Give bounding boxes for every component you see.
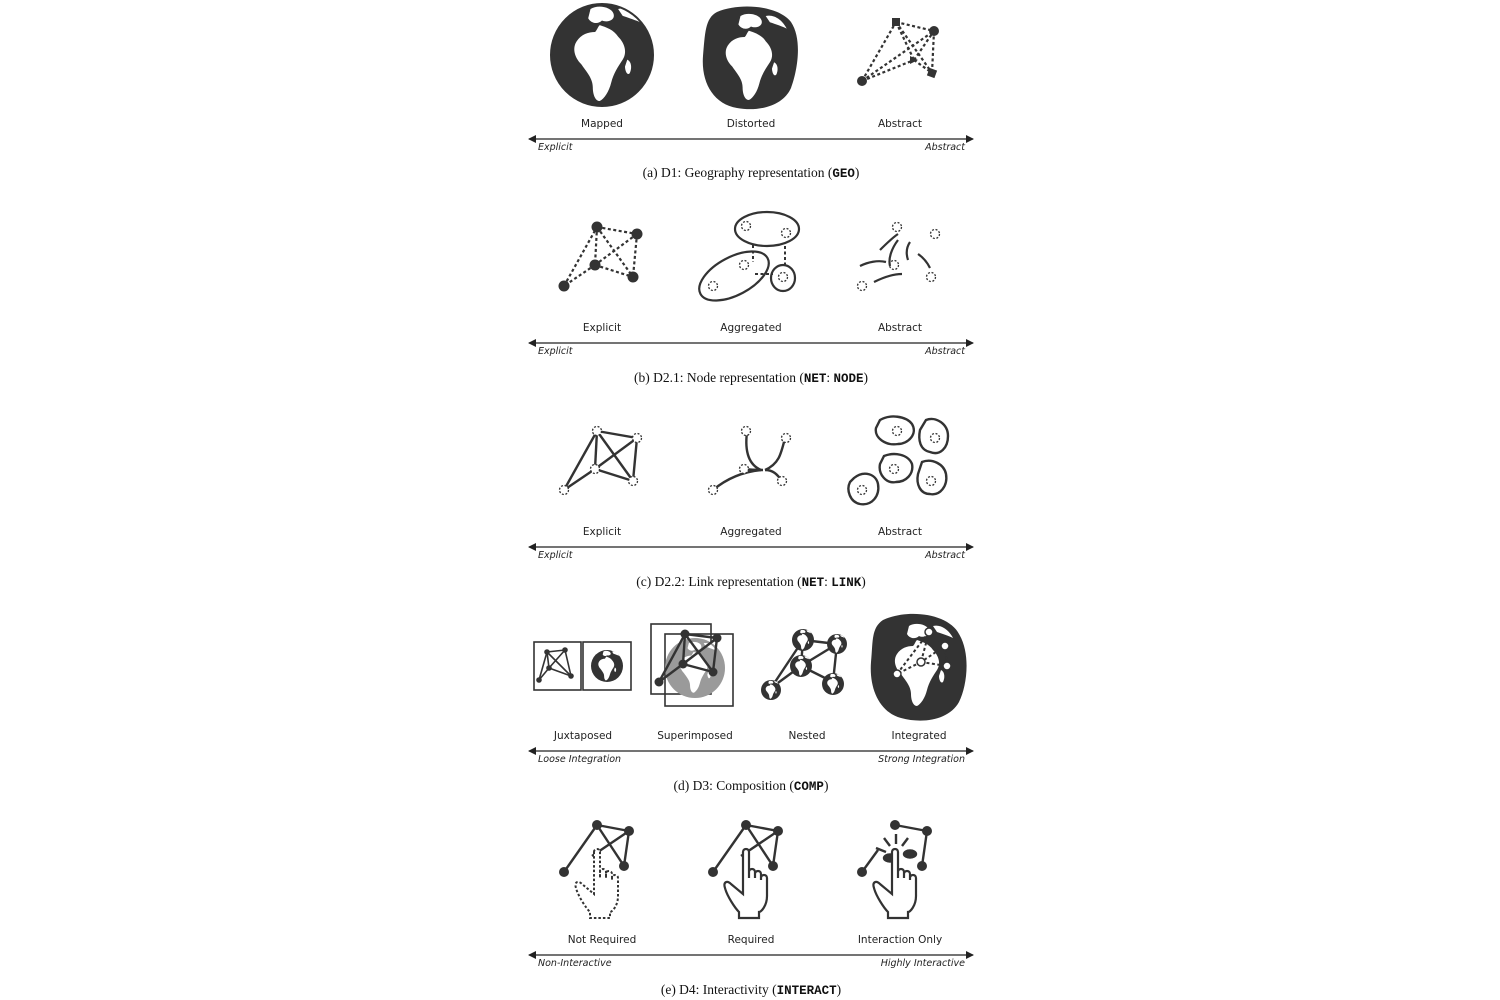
- aggregated-node-network-icon: [692, 212, 799, 311]
- distorted-globe-icon: [703, 7, 798, 110]
- comp-icons: [525, 612, 977, 730]
- required-interaction-icon: [708, 820, 783, 918]
- node-axis-left-label: Explicit: [538, 346, 573, 357]
- not-required-interaction-icon: [559, 820, 634, 918]
- superimposed-views-icon: [651, 624, 733, 706]
- link-axis-left-label: Explicit: [538, 550, 573, 561]
- abstract-link-regions-icon: [848, 417, 948, 505]
- comp-caption: (d) D3: Composition (COMP): [673, 778, 829, 794]
- explicit-node-network-icon: [559, 222, 643, 292]
- abstract-node-field-icon: [858, 223, 940, 291]
- interact-label-interaction-only: Interaction Only: [857, 934, 943, 946]
- node-icons: [525, 204, 977, 322]
- geo-label-distorted: Distorted: [726, 118, 776, 130]
- node-label-explicit: Explicit: [582, 322, 622, 334]
- integrated-map-network-icon: [871, 614, 967, 721]
- comp-axis-right-label: Strong Integration: [878, 754, 965, 765]
- link-label-aggregated: Aggregated: [720, 526, 782, 538]
- node-axis-arrow: [525, 339, 977, 347]
- node-label-abstract: Abstract: [877, 322, 923, 334]
- geo-axis-right-label: Abstract: [925, 142, 965, 153]
- node-axis-right-label: Abstract: [925, 346, 965, 357]
- node-caption: (b) D2.1: Node representation (NET: NODE): [634, 370, 868, 386]
- interact-axis-left-label: Non-Interactive: [538, 958, 612, 969]
- link-caption: (c) D2.2: Link representation (NET: LINK): [636, 574, 866, 590]
- interact-axis-right-label: Highly Interactive: [880, 958, 965, 969]
- abstract-network-icon: [862, 22, 934, 81]
- comp-axis-left-label: Loose Integration: [538, 754, 622, 765]
- link-label-abstract: Abstract: [877, 526, 923, 538]
- interaction-only-icon: [857, 820, 932, 918]
- aggregated-link-bundle-icon: [709, 427, 791, 495]
- geo-icons: [525, 0, 977, 120]
- mapped-globe-icon: [551, 4, 653, 106]
- geo-label-abstract: Abstract: [877, 118, 923, 130]
- nested-globes-network-icon: [761, 629, 847, 700]
- link-label-explicit: Explicit: [582, 526, 622, 538]
- link-axis-right-label: Abstract: [925, 550, 965, 561]
- comp-label-superimposed: Superimposed: [657, 730, 733, 742]
- node-label-aggregated: Aggregated: [720, 322, 782, 334]
- link-icons: [525, 408, 977, 526]
- comp-label-integrated: Integrated: [891, 730, 947, 742]
- link-axis-arrow: [525, 543, 977, 551]
- interact-icons: [525, 816, 977, 934]
- comp-label-nested: Nested: [788, 730, 826, 742]
- explicit-link-network-icon: [560, 427, 642, 495]
- geo-axis-left-label: Explicit: [538, 142, 573, 153]
- geo-label-mapped: Mapped: [581, 118, 623, 130]
- interact-label-not-required: Not Required: [567, 934, 637, 946]
- geo-caption: (a) D1: Geography representation (GEO): [642, 165, 860, 181]
- interact-caption: (e) D4: Interactivity (INTERACT): [660, 982, 842, 998]
- geo-axis-arrow: [525, 135, 977, 143]
- comp-label-juxtaposed: Juxtaposed: [553, 730, 613, 742]
- interact-label-required: Required: [727, 934, 775, 946]
- juxtaposed-views-icon: [534, 642, 631, 690]
